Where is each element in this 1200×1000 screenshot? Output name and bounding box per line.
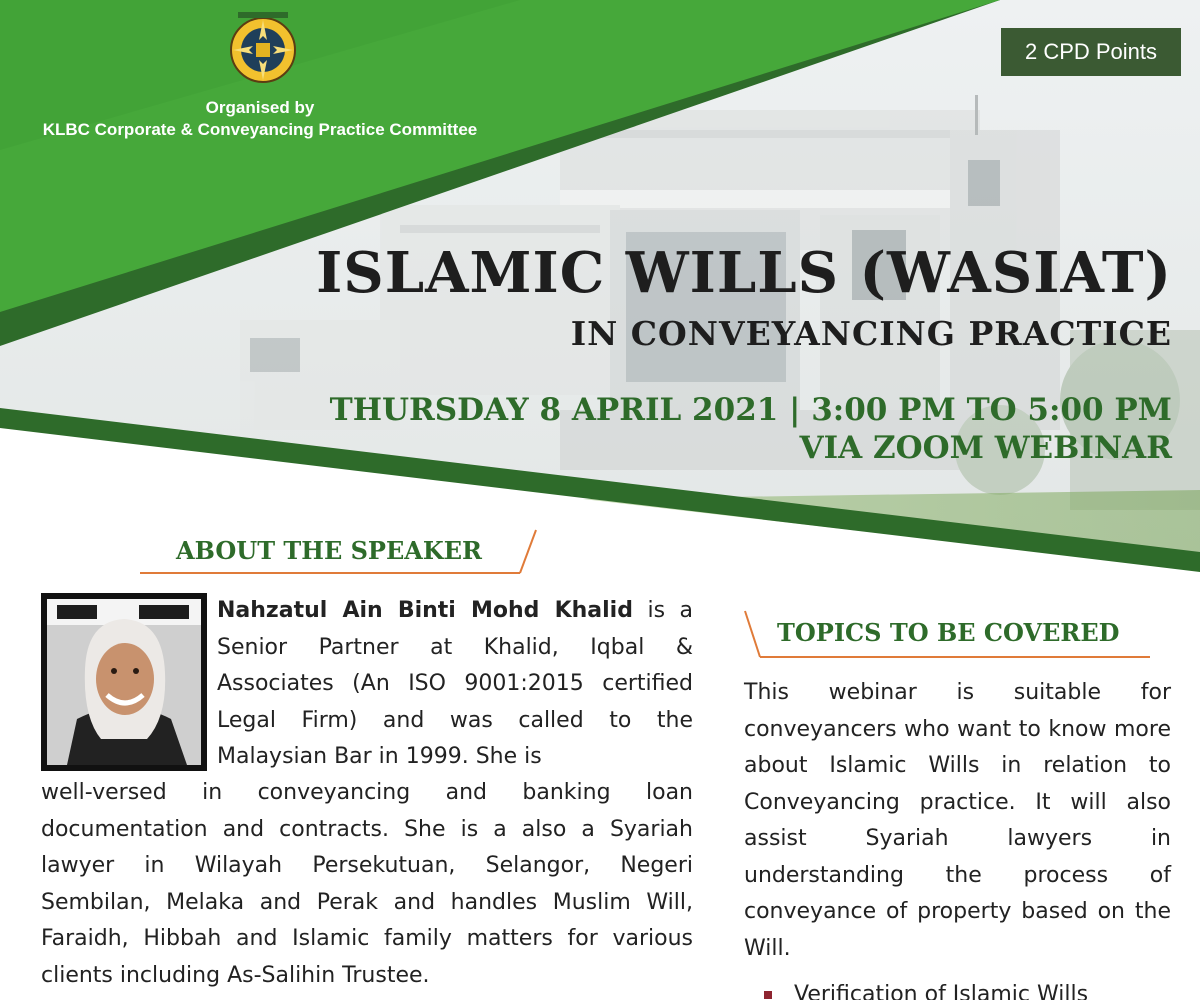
- klbc-logo: [226, 10, 300, 94]
- speaker-bio-part1: is a Senior Partner at Khalid, Iqbal & Associates (An ISO 9001:2015 certified Legal Firm) and was called to the Malaysian Bar in 1999. She is: [217, 598, 693, 769]
- organiser-label: Organised by: [205, 98, 315, 117]
- topic-list-item: [764, 980, 1184, 1000]
- topics-intro: This webinar is suitable for conveyancers who want to know more about Islamic Wills in relation to Conveyancing practice. It will also assist Syariah lawyers in understanding the process of conveyance of property based on the Will.: [744, 680, 1171, 961]
- organiser-committee: KLBC Corporate & Conveyancing Practice Committee: [42, 120, 478, 139]
- speaker-photo: [41, 593, 207, 771]
- topics-heading: TOPICS TO BE COVERED: [777, 618, 1120, 647]
- event-datetime: THURSDAY 8 APRIL 2021 | 3:00 PM TO 5:00 PM: [329, 392, 1172, 428]
- cpd-points-badge: 2 CPD Points: [1001, 28, 1181, 76]
- organiser-text: [0, 97, 520, 141]
- bullet-icon: [764, 991, 772, 999]
- speaker-name: Nahzatul Ain Binti Mohd Khalid: [217, 598, 633, 623]
- event-title: ISLAMIC WILLS (WASIAT): [316, 240, 1172, 306]
- speaker-bio-intro: [217, 593, 693, 776]
- event-venue: VIA ZOOM WEBINAR: [799, 430, 1172, 466]
- about-speaker-heading: ABOUT THE SPEAKER: [176, 536, 482, 565]
- event-subtitle: IN CONVEYANCING PRACTICE: [570, 314, 1172, 353]
- topic-item-text: Verification of Islamic Wills: [794, 982, 1089, 1000]
- speaker-bio-continued: well-versed in conveyancing and banking loan documentation and contracts. She is a also a Syariah lawyer in Wilayah Persekutuan, Selangor, Negeri Sembilan, Melaka and Perak and handles Muslim Will, Faraidh, Hibbah and Islamic family matters for various clients including As-Salihin Trustee.: [41, 780, 693, 988]
